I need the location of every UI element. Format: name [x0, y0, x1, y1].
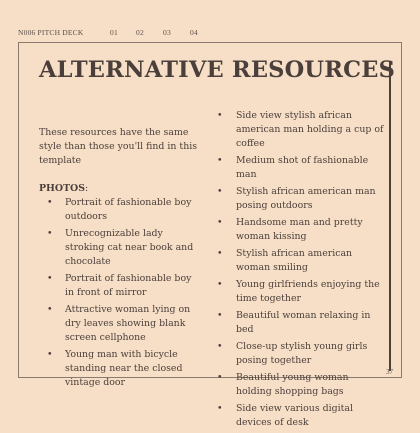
- photos-label: PHOTOS: [39, 183, 85, 194]
- list-item: • Attractive woman lying on dry leaves showing blank screen cellphone: [39, 303, 199, 345]
- list-item: • Close-up stylish young girls posing together: [212, 340, 384, 368]
- list-item: • Side view stylish african american man holding a cup of coffee: [212, 109, 384, 151]
- right-column: [212, 109, 384, 433]
- section-link-04[interactable]: 04: [190, 28, 198, 37]
- vertical-accent-bar: [389, 61, 391, 371]
- section-link-01[interactable]: 01: [110, 28, 118, 37]
- slide-frame: [18, 42, 402, 428]
- photos-list-left: [39, 196, 199, 390]
- list-item: • Handsome man and pretty woman kissing: [212, 216, 384, 244]
- slide-title: ALTERNATIVE RESOURCES: [39, 57, 396, 83]
- list-item: • Young girlfriends enjoying the time together: [212, 278, 384, 306]
- list-item: • Beautiful woman relaxing in bed: [212, 309, 384, 337]
- photos-heading: [39, 182, 199, 196]
- list-item: • Medium shot of fashionable man: [212, 154, 384, 182]
- deck-label: N006 PITCH DECK: [18, 28, 84, 37]
- list-item: • Unrecognizable lady stroking cat near book and chocolate: [39, 227, 199, 269]
- list-item: • Stylish african american man posing outdoors: [212, 185, 384, 213]
- page-number: 37: [386, 368, 393, 376]
- section-link-02[interactable]: 02: [136, 28, 144, 37]
- intro-text: These resources have the same style than those you'll find in this template: [39, 127, 198, 166]
- list-item: • Young man with bicycle standing near the closed vintage door: [39, 348, 199, 390]
- list-item: • Portrait of fashionable boy in front of mirror: [39, 272, 199, 300]
- list-item: • Side view various digital devices of desk: [212, 402, 384, 430]
- section-link-03[interactable]: 03: [163, 28, 171, 37]
- list-item: • Stylish african american woman smiling: [212, 247, 384, 275]
- photos-colon: :: [85, 183, 89, 194]
- list-item: • Beautiful young woman holding shopping bags: [212, 371, 384, 399]
- photos-list-right: [212, 109, 384, 430]
- list-item: • Portrait of fashionable boy outdoors: [39, 196, 199, 224]
- left-column: [39, 126, 199, 393]
